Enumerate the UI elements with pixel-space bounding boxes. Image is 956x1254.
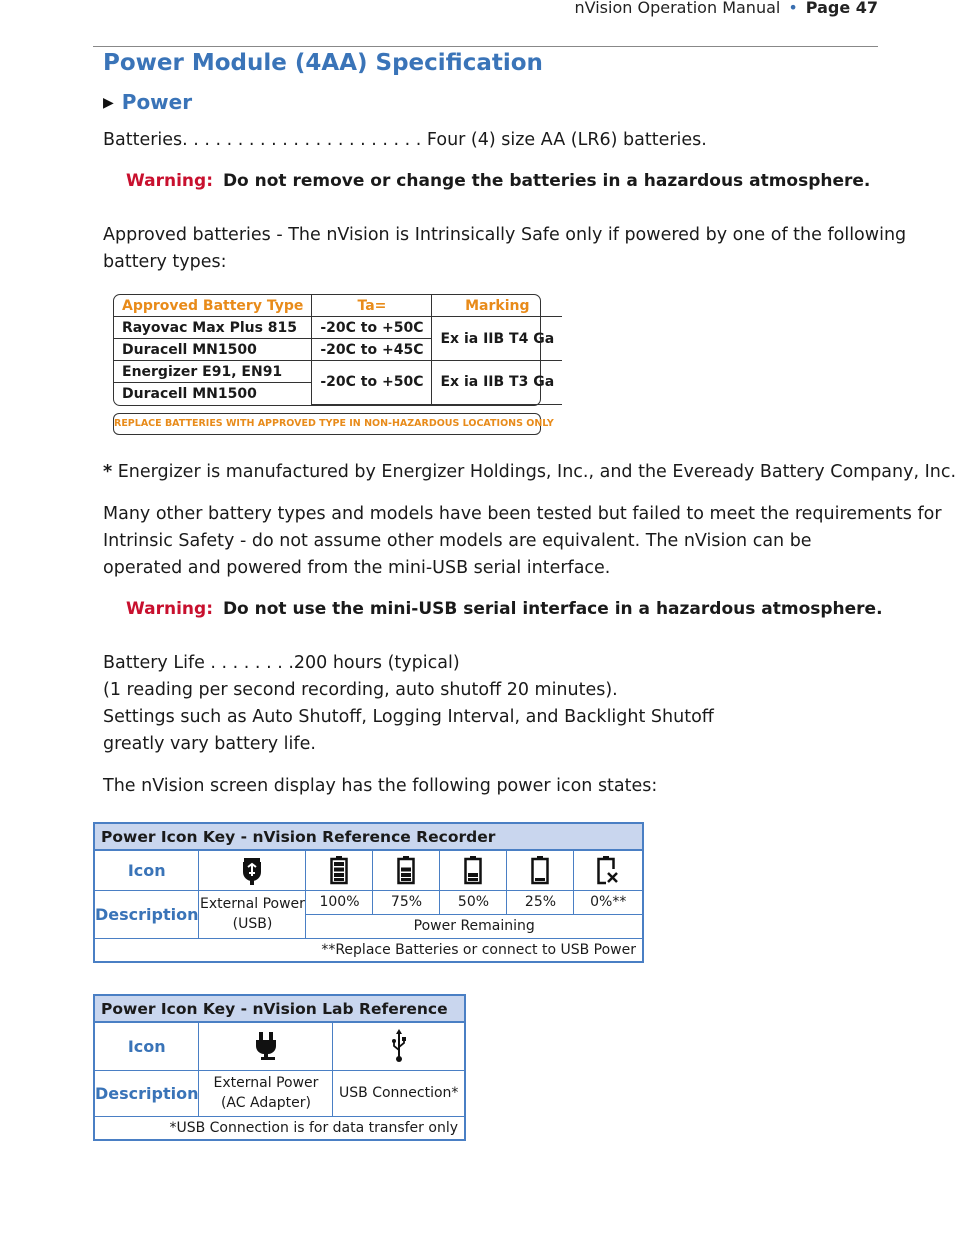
lab-icon-key-table bbox=[93, 994, 466, 1141]
desc-line: External Power bbox=[213, 1075, 319, 1091]
approved-line-1: Approved batteries - The nVision is Intrinsically Safe only if powered by one of the following bbox=[103, 225, 907, 245]
manual-title: nVision Operation Manual bbox=[574, 0, 781, 17]
recorder-table-note: **Replace Batteries or connect to USB Power bbox=[94, 938, 643, 962]
warning-label: Warning: bbox=[126, 171, 214, 191]
footnote-text: Energizer is manufactured by Energizer Holdings, Inc., and the Eveready Battery Company, Inc. bbox=[112, 462, 956, 482]
marking-header: Marking bbox=[432, 295, 562, 317]
warning-usb bbox=[126, 599, 883, 619]
level-50: 50% bbox=[440, 890, 507, 914]
warning-batteries bbox=[126, 171, 870, 191]
battery-empty-icon bbox=[574, 850, 643, 890]
level-0: 0%** bbox=[574, 890, 643, 914]
para2-line-2: Intrinsic Safety - do not assume other models are equivalent. The nVision can be bbox=[103, 531, 812, 551]
battery-life-line-1: Battery Life . . . . . . . .200 hours (typical) bbox=[103, 653, 460, 673]
usb-power-icon bbox=[199, 850, 306, 890]
header-separator: • bbox=[788, 0, 798, 17]
lab-table-title: Power Icon Key - nVision Lab Reference bbox=[94, 995, 465, 1022]
level-75: 75% bbox=[373, 890, 440, 914]
battery-type-cell: Duracell MN1500 bbox=[114, 383, 312, 405]
marking-cell: Ex ia IIB T4 Ga bbox=[432, 317, 562, 361]
description-row-label: Description bbox=[94, 890, 199, 938]
page-header bbox=[575, 0, 879, 17]
battery-100-icon bbox=[306, 850, 373, 890]
ta-cell: -20C to +45C bbox=[312, 339, 432, 361]
icon-states-intro: The nVision screen display has the following power icon states: bbox=[103, 776, 658, 796]
icon-row-label: Icon bbox=[94, 850, 199, 890]
battery-50-icon bbox=[440, 850, 507, 890]
recorder-table-title: Power Icon Key - nVision Reference Recorder bbox=[94, 823, 643, 850]
desc-line: (AC Adapter) bbox=[220, 1095, 311, 1111]
description-row-label: Description bbox=[94, 1070, 199, 1116]
page-number: Page 47 bbox=[805, 0, 878, 17]
ta-cell: -20C to +50C bbox=[312, 317, 432, 339]
battery-life-line-3: Settings such as Auto Shutoff, Logging Interval, and Backlight Shutoff bbox=[103, 707, 714, 727]
battery-life-line-2: (1 reading per second recording, auto shutoff 20 minutes). bbox=[103, 680, 618, 700]
para2-line-3: operated and powered from the mini-USB serial interface. bbox=[103, 558, 611, 578]
batteries-line: Batteries. . . . . . . . . . . . . . . . . . . . . . Four (4) size AA (LR6) batteries. bbox=[103, 130, 707, 150]
battery-type-header: Approved Battery Type bbox=[114, 295, 312, 317]
section-heading bbox=[103, 90, 192, 114]
header-rule bbox=[93, 46, 878, 47]
para2-line-1: Many other battery types and models have been tested but failed to meet the requirements for bbox=[103, 504, 942, 524]
external-power-ac-desc bbox=[199, 1070, 333, 1116]
desc-line: External Power bbox=[200, 896, 305, 912]
ta-header: Ta= bbox=[312, 295, 432, 317]
battery-type-cell: Rayovac Max Plus 815 bbox=[114, 317, 312, 339]
energizer-footnote bbox=[103, 459, 956, 486]
level-100: 100% bbox=[306, 890, 373, 914]
ta-cell: -20C to +50C bbox=[312, 361, 432, 405]
desc-line: (USB) bbox=[232, 916, 273, 932]
footnote-mark: * bbox=[103, 462, 113, 482]
section-heading-text: Power bbox=[121, 90, 193, 114]
battery-type-cell: Duracell MN1500 bbox=[114, 339, 312, 361]
usb-icon bbox=[333, 1022, 465, 1070]
battery-75-icon bbox=[373, 850, 440, 890]
approved-line-2: battery types: bbox=[103, 252, 227, 272]
level-25: 25% bbox=[507, 890, 574, 914]
usb-connection-desc: USB Connection* bbox=[333, 1070, 465, 1116]
icon-row-label: Icon bbox=[94, 1022, 199, 1070]
battery-life-line-4: greatly vary battery life. bbox=[103, 734, 316, 754]
warning-text: Do not use the mini-USB serial interface in a hazardous atmosphere. bbox=[222, 599, 883, 619]
battery-table-note: REPLACE BATTERIES WITH APPROVED TYPE IN NON-HAZARDOUS LOCATIONS ONLY bbox=[113, 413, 541, 435]
ac-plug-icon bbox=[199, 1022, 333, 1070]
recorder-icon-key-table bbox=[93, 822, 644, 963]
battery-table bbox=[113, 294, 555, 406]
page-title: Power Module (4AA) Specification bbox=[103, 50, 543, 76]
power-remaining-label: Power Remaining bbox=[306, 914, 643, 938]
battery-type-cell: Energizer E91, EN91 bbox=[114, 361, 312, 383]
warning-label: Warning: bbox=[126, 599, 214, 619]
warning-text: Do not remove or change the batteries in a hazardous atmosphere. bbox=[222, 171, 871, 191]
battery-25-icon bbox=[507, 850, 574, 890]
marking-cell: Ex ia IIB T3 Ga bbox=[432, 361, 562, 405]
external-power-usb-desc bbox=[199, 890, 306, 938]
triangle-bullet-icon: ▶ bbox=[103, 95, 114, 111]
lab-table-note: *USB Connection is for data transfer only bbox=[94, 1116, 465, 1140]
